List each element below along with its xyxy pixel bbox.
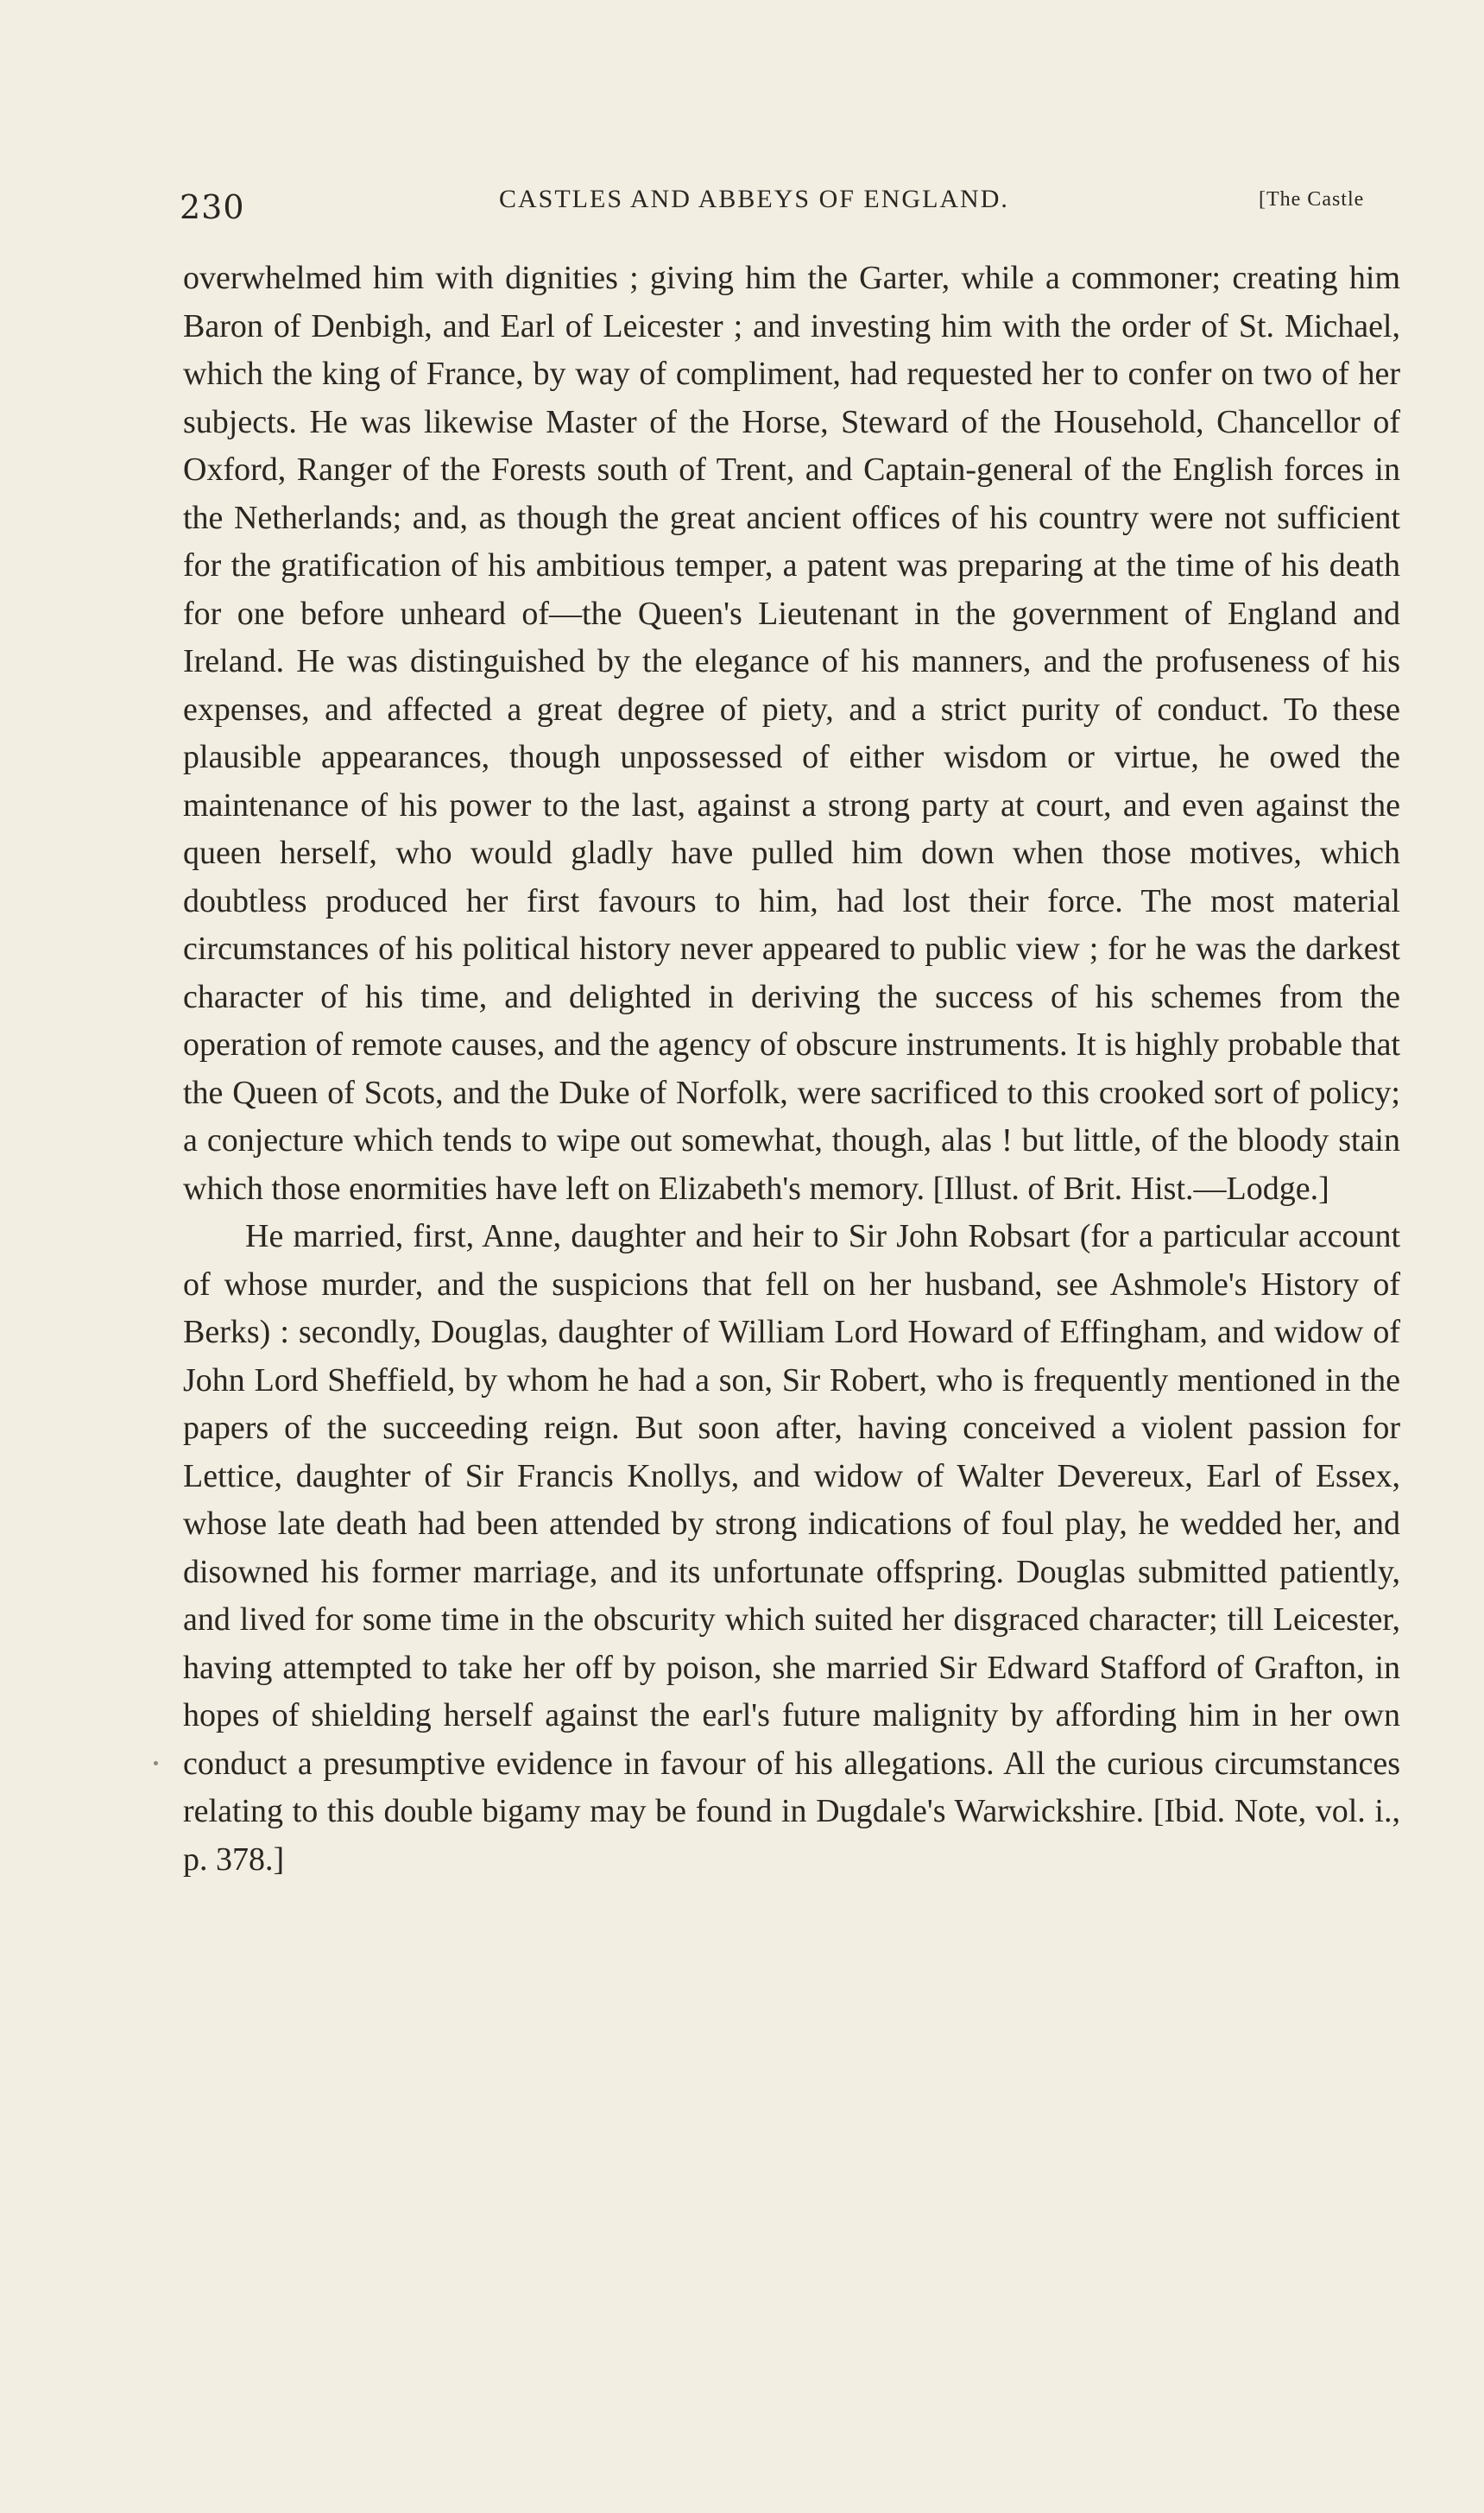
running-section-title: [The Castle: [1259, 188, 1365, 211]
body-text: [183, 255, 1400, 1884]
running-title: CASTLES AND ABBEYS OF ENGLAND.: [499, 185, 1009, 213]
page-header: [180, 181, 1405, 233]
page-number: 230: [180, 188, 245, 226]
paragraph-2: He married, first, Anne, daughter and heir to Sir John Robsart (for a particular account of whose murder, and the suspicions that fell on her husband, see Ashmole's History of Berks) : secondly, Douglas, daughter of William Lord Howard of Effingham, and widow of John Lord Sheffield, by whom he had a son, Sir Robert, who is frequently mentioned in the papers of the succeeding reign. But soon after, having conceived a violent passion for Lettice, daughter of Sir Francis Knollys, and widow of Walter Devereux, Earl of Essex, whose late death had been attended by strong indications of foul play, he wedded her, and disowned his former marriage, and its unfortunate offspring. Douglas submitted patiently, and lived for some time in the obscurity which suited her disgraced character; till Leicester, having attempted to take her off by poison, she married Sir Edward Stafford of Grafton, in hopes of shielding herself against the earl's future malignity by affording him in her own conduct a presumptive evidence in favour of his allegations. All the curious circumstances relating to this double bigamy may be found in Dugdale's Warwickshire. [Ibid. Note, vol. i., p. 378.]: [183, 1218, 1400, 1878]
margin-dot: [154, 1761, 158, 1765]
paragraph-1: overwhelmed him with dignities ; giving him the Garter, while a commoner; creating him Baron of Denbigh, and Earl of Leicester ; and investing him with the order of St. Michael, which the king of France, by way of compliment, had requested her to confer on two of her subjects. He was likewise Master of the Horse, Steward of the Household, Chancellor of Oxford, Ranger of the Forests south of Trent, and Captain-general of the English forces in the Netherlands; and, as though the great ancient offices of his country were not sufficient for the gratification of his ambitious temper, a patent was preparing at the time of his death for one before unheard of—the Queen's Lieutenant in the government of England and Ireland. He was distinguished by the elegance of his manners, and the profuseness of his expenses, and affected a great degree of piety, and a strict purity of conduct. To these plausible appearances, though unpossessed of either wisdom or virtue, he owed the maintenance of his power to the last, against a strong party at court, and even against the queen herself, who would gladly have pulled him down when those motives, which doubtless produced her first favours to him, had lost their force. The most material circumstances of his political history never appeared to public view ; for he was the darkest character of his time, and delighted in deriving the success of his schemes from the operation of remote causes, and the agency of obscure instruments. It is highly probable that the Queen of Scots, and the Duke of Norfolk, were sacrificed to this crooked sort of policy; a conjecture which tends to wipe out somewhat, though, alas ! but little, of the bloody stain which those enormities have left on Elizabeth's memory. [Illust. of Brit. Hist.—Lodge.]: [183, 260, 1400, 1207]
